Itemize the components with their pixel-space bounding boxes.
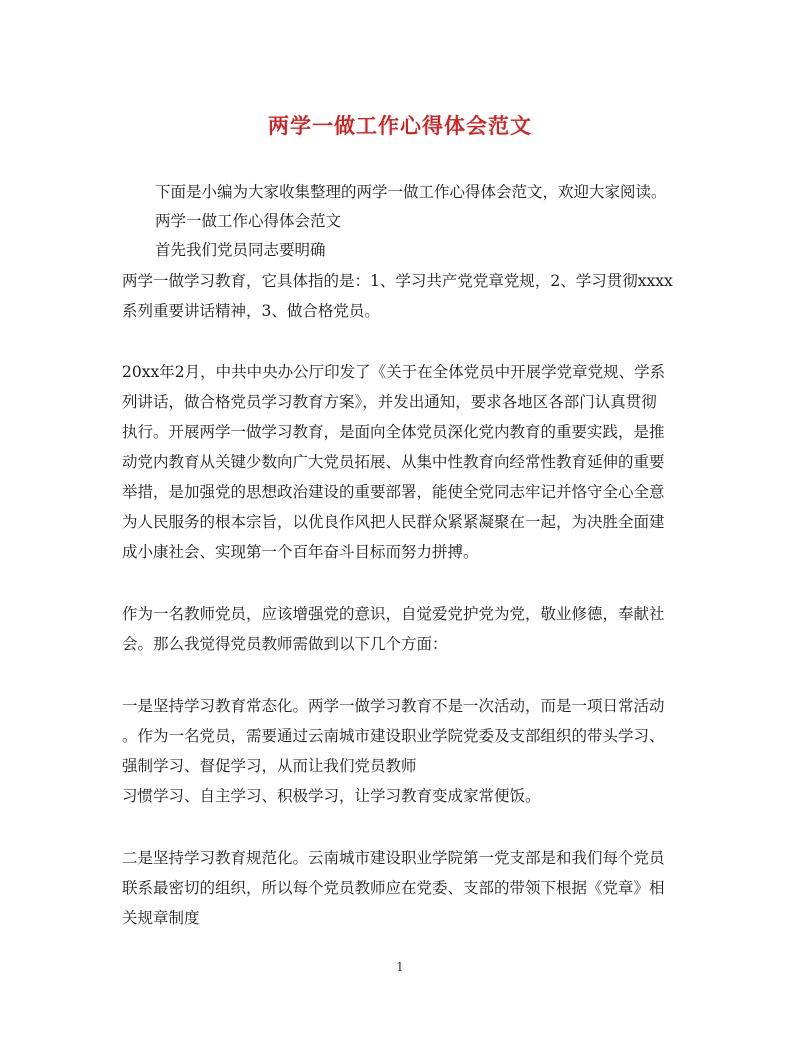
subtitle-line: 两学一做工作心得体会范文 bbox=[155, 212, 342, 230]
paragraph-line: 习惯学习、自主学习、积极学习，让学习教育变成家常便饭。 bbox=[122, 787, 541, 805]
paragraph-line: 强制学习、督促学习，从而让我们党员教师 bbox=[122, 757, 417, 775]
paragraph-line: 一是坚持学习教育常态化。两学一做学习教育不是一次活动，而是一项日常活动 bbox=[122, 697, 665, 715]
paragraph-line: 关规章制度 bbox=[122, 909, 200, 927]
paragraph-line: 成小康社会、实现第一个百年奋斗目标而努力拼搏。 bbox=[122, 543, 479, 561]
paragraph-line: 二是坚持学习教育规范化。云南城市建设职业学院第一党支部是和我们每个党员 bbox=[122, 849, 665, 867]
paragraph-line: 。作为一名党员，需要通过云南城市建设职业学院党委及支部组织的带头学习、 bbox=[122, 727, 665, 745]
page-number: 1 bbox=[396, 960, 404, 974]
paragraph-line: 作为一名教师党员，应该增强党的意识，自觉爱党护党为党，敬业修德，奉献社 bbox=[122, 605, 665, 623]
paragraph-line: 执行。开展两学一做学习教育，是面向全体党员深化党内教育的重要实践，是推 bbox=[122, 423, 665, 441]
intro-line: 下面是小编为大家收集整理的两学一做工作心得体会范文，欢迎大家阅读。 bbox=[155, 183, 667, 201]
paragraph-line: 两学一做学习教育，它具体指的是：1、学习共产党党章党规，2、学习贯彻xxxx bbox=[122, 272, 673, 290]
paragraph-line: 20xx年2月，中共中央办公厅印发了《关于在全体党员中开展学党章党规、学系 bbox=[122, 363, 666, 381]
paragraph-line: 举措，是加强党的思想政治建设的重要部署，能使全党同志牢记并恪守全心全意 bbox=[122, 483, 665, 501]
document-title: 两学一做工作心得体会范文 bbox=[268, 113, 532, 138]
paragraph-line: 系列重要讲话精神，3、做合格党员。 bbox=[122, 302, 380, 320]
paragraph-line: 联系最密切的组织，所以每个党员教师应在党委、支部的带领下根据《党章》相 bbox=[122, 879, 665, 897]
opening-line: 首先我们党员同志要明确 bbox=[155, 241, 326, 259]
paragraph-line: 列讲话，做合格党员学习教育方案》，并发出通知，要求各地区各部门认真贯彻 bbox=[122, 393, 657, 411]
paragraph-line: 动党内教育从关键少数向广大党员拓展、从集中性教育向经常性教育延伸的重要 bbox=[122, 453, 665, 471]
paragraph-line: 为人民服务的根本宗旨，以优良作风把人民群众紧紧凝聚在一起，为决胜全面建 bbox=[122, 513, 665, 531]
paragraph-line: 会。那么我觉得党员教师需做到以下几个方面： bbox=[122, 635, 448, 653]
